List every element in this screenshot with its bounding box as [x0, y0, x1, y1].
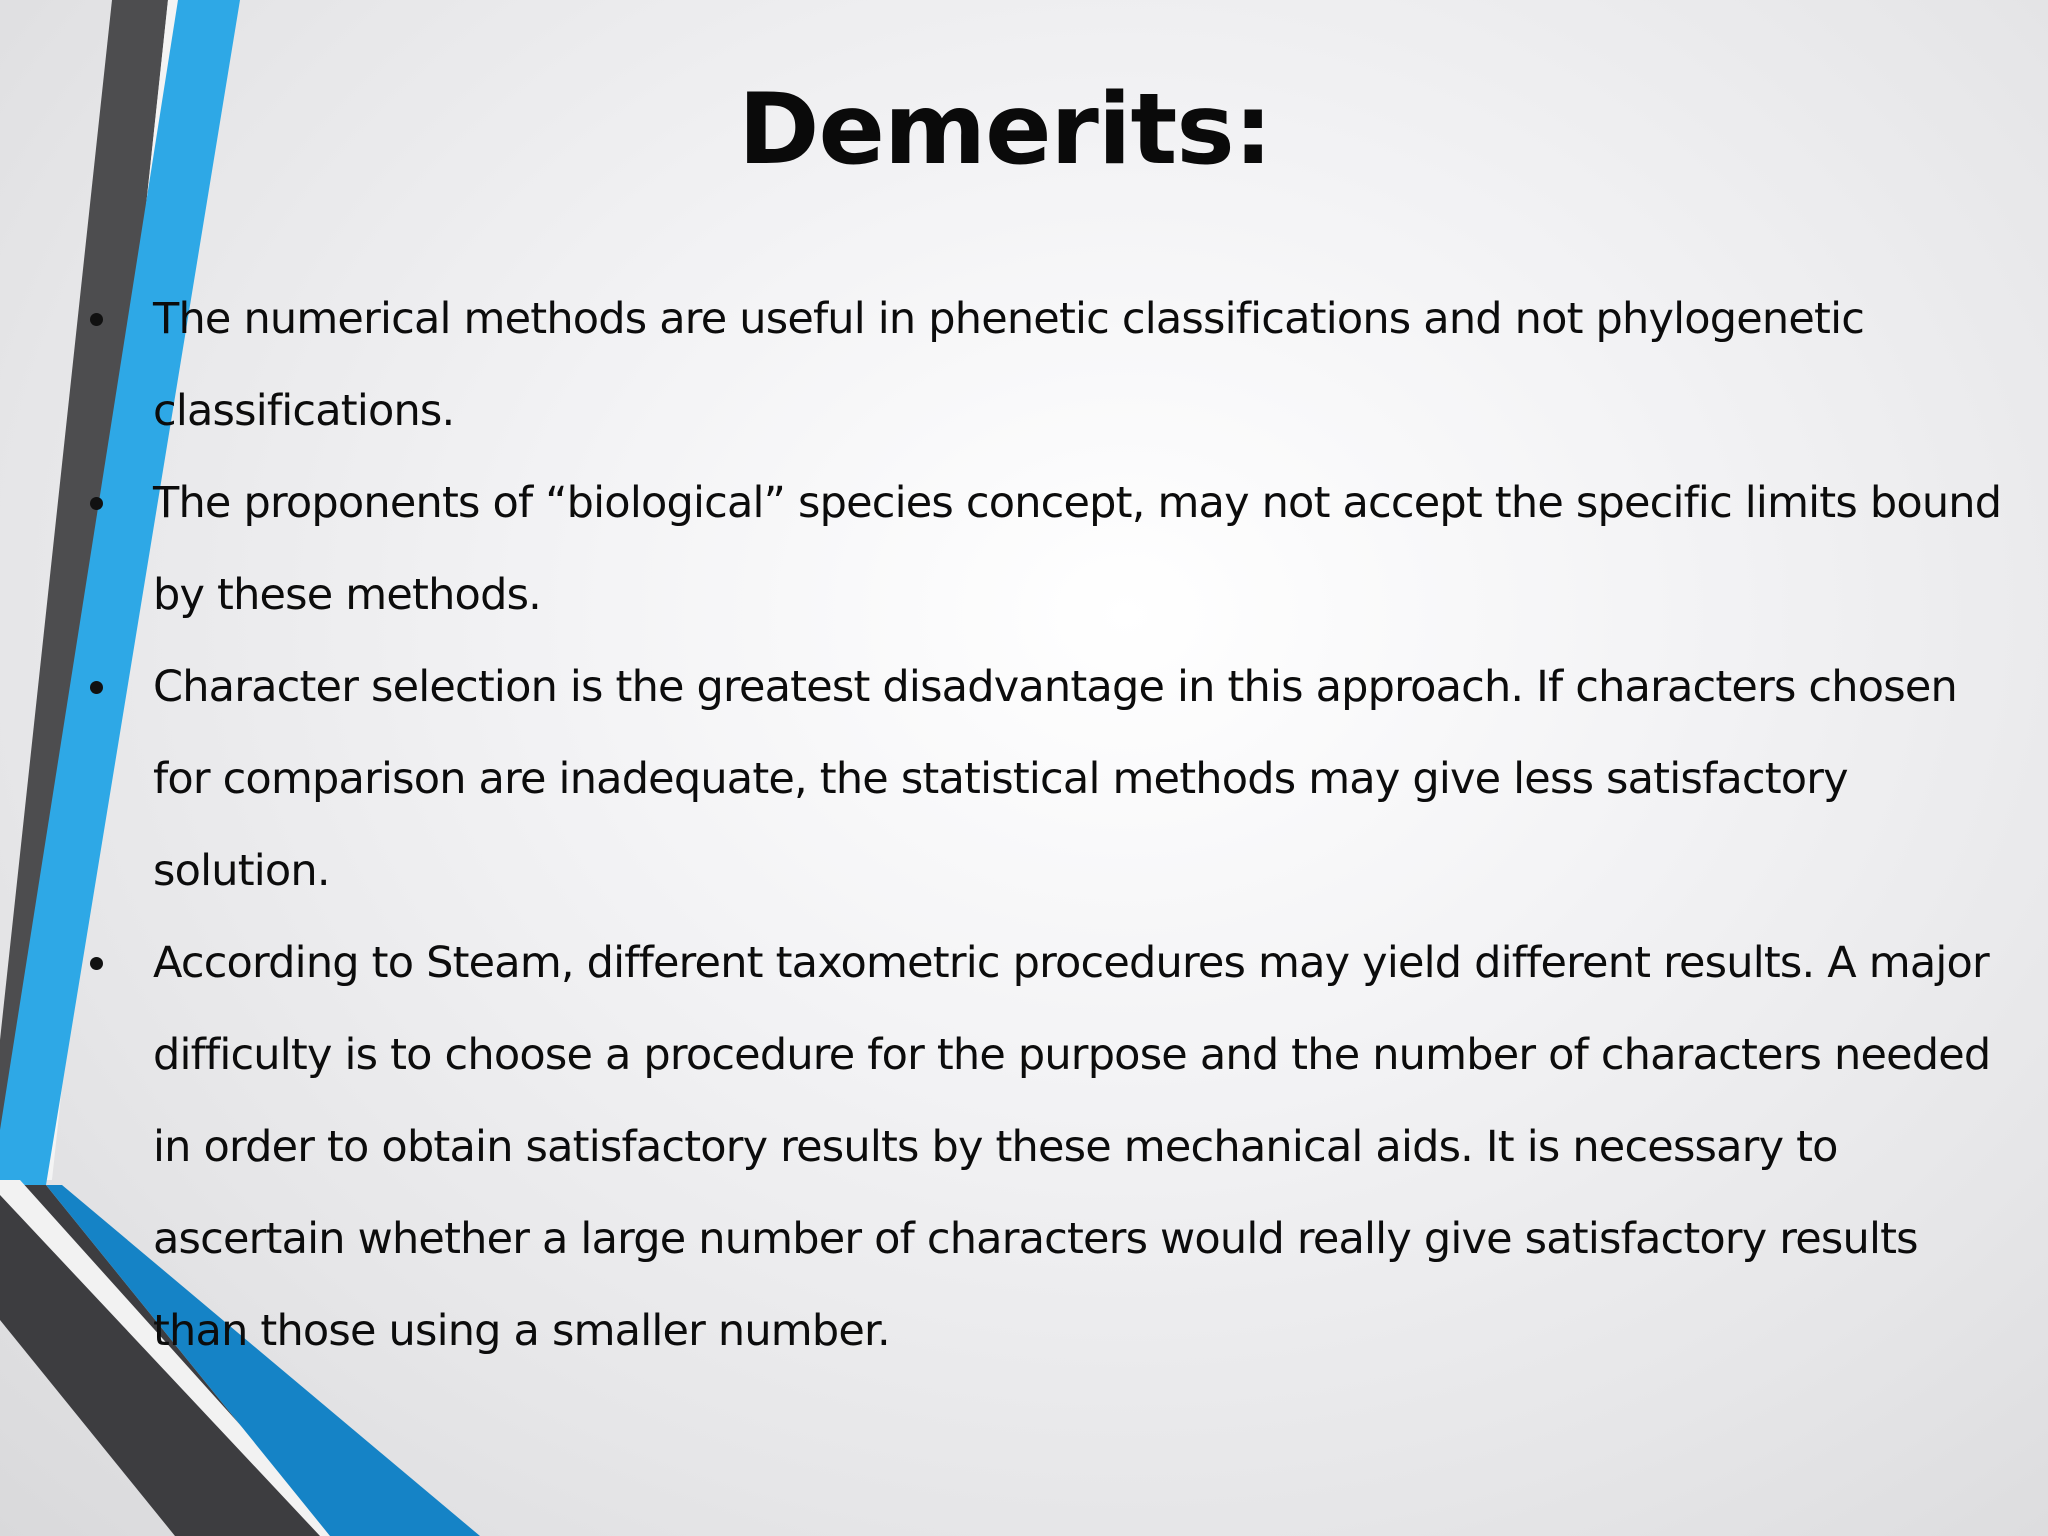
bullet-point-icon	[90, 313, 103, 326]
bullet-point-icon	[90, 681, 103, 694]
bullet-point-icon	[90, 497, 103, 510]
bullet-text: The proponents of “biological” species concept, may not accept the specific limits bound by these methods.	[153, 478, 2002, 620]
bullet-item	[80, 457, 2010, 641]
bullet-item	[80, 641, 2010, 917]
slide-title: Demerits:	[738, 73, 1272, 187]
bullet-item	[80, 273, 2010, 457]
bullet-text: According to Steam, different taxometric procedures may yield different results. A major difficulty is to choose a procedure for the purpose and the number of characters needed in order to obtain satisfactory results by these mechanical aids. It is necessary to ascertain whether a large number of characters would really give satisfactory results than those using a smaller number.	[153, 938, 1991, 1356]
bullet-point-icon	[90, 957, 103, 970]
bullet-item	[80, 917, 2010, 1377]
bullet-list	[80, 273, 2010, 1377]
bullet-text: Character selection is the greatest disadvantage in this approach. If characters chosen for comparison are inadequate, the statistical methods may give less satisfactory solution.	[153, 662, 1957, 896]
bullet-text: The numerical methods are useful in phenetic classifications and not phylogenetic classifications.	[153, 294, 1865, 436]
